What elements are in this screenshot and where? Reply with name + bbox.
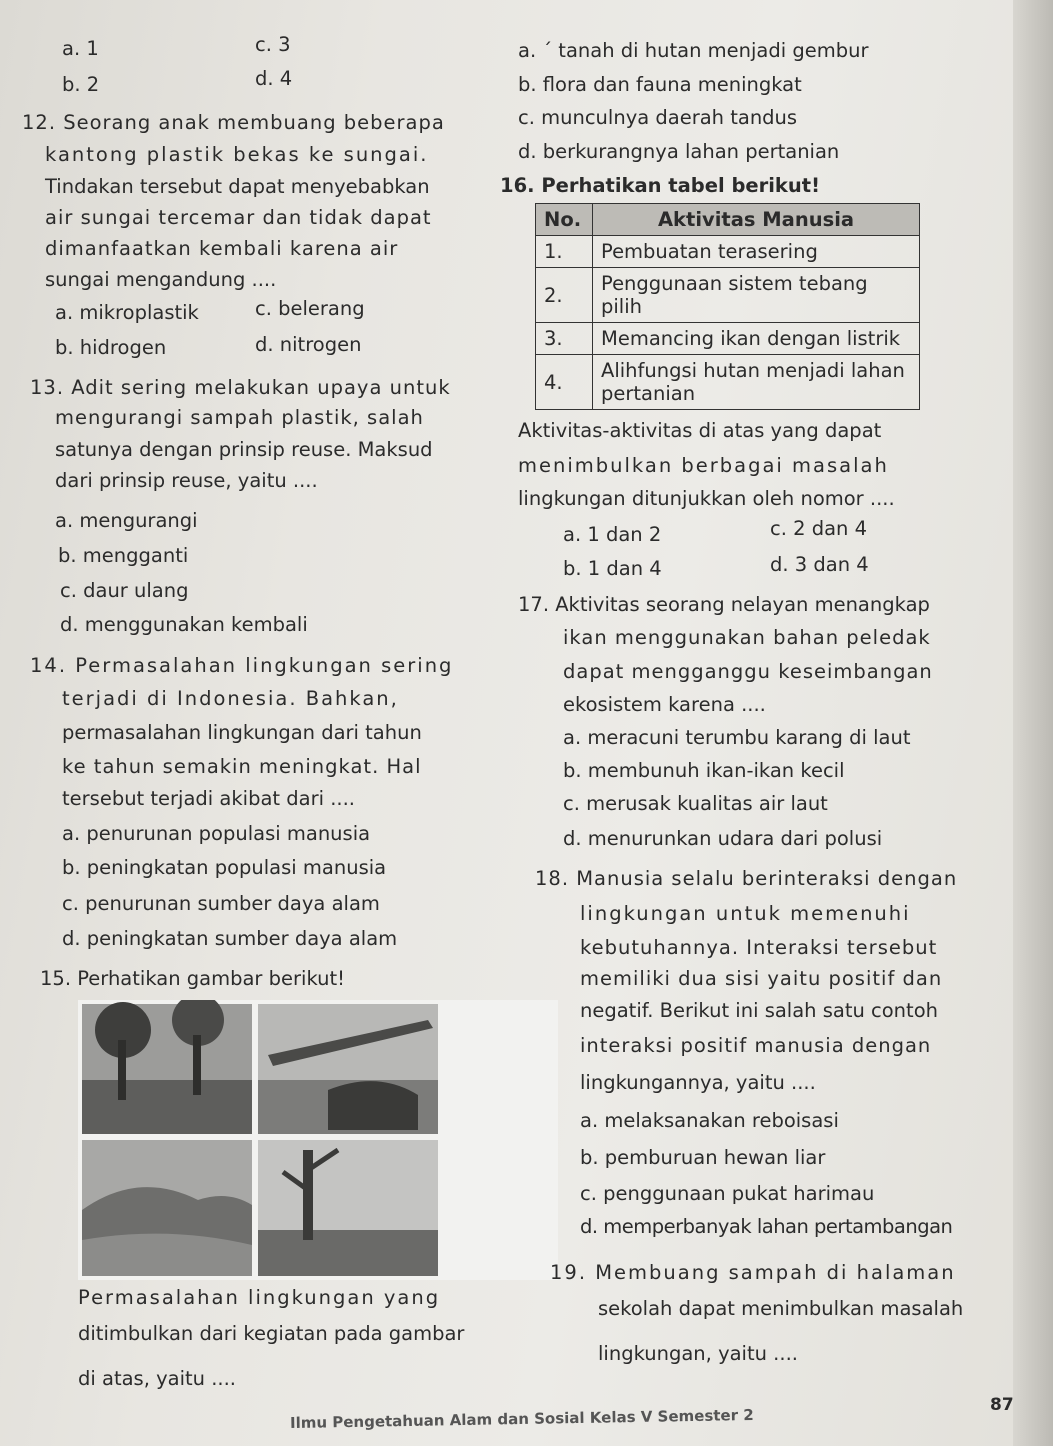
page-number: 87 bbox=[990, 1395, 1014, 1415]
activity-table bbox=[535, 203, 920, 410]
q13-option-b: b. mengganti bbox=[58, 544, 189, 567]
q17-option-b: b. membunuh ikan-ikan kecil bbox=[563, 759, 845, 782]
q18-line-6: interaksi positif manusia dengan bbox=[580, 1034, 932, 1057]
q12-option-d: d. nitrogen bbox=[255, 333, 362, 356]
table-cell-activity: Memancing ikan dengan listrik bbox=[593, 323, 920, 355]
q16-option-c: c. 2 dan 4 bbox=[770, 517, 868, 540]
q17-line-4: ekosistem karena .... bbox=[563, 693, 766, 716]
table-row bbox=[536, 268, 920, 323]
q18-line-2: lingkungan untuk memenuhi bbox=[580, 902, 911, 925]
q13-line-1: 13. Adit sering melakukan upaya untuk bbox=[30, 376, 451, 399]
q16-line-3: lingkungan ditunjukkan oleh nomor .... bbox=[518, 487, 895, 510]
q13-option-d: d. menggunakan kembali bbox=[60, 613, 308, 636]
q14-line-5: tersebut terjadi akibat dari .... bbox=[62, 787, 356, 810]
q14-line-3: permasalahan lingkungan dari tahun bbox=[62, 721, 422, 744]
q11-option-d: d. 4 bbox=[255, 67, 293, 90]
q14-line-2: terjadi di Indonesia. Bahkan, bbox=[62, 687, 399, 710]
table-header-no: No. bbox=[536, 204, 593, 236]
q18-line-4: memiliki dua sisi yaitu positif dan bbox=[580, 967, 943, 990]
q11-option-a: a. 1 bbox=[62, 37, 99, 60]
q15-option-a: a. ´ tanah di hutan menjadi gembur bbox=[518, 39, 869, 62]
q17-line-2: ikan menggunakan bahan peledak bbox=[563, 626, 931, 649]
q15-line-1: Permasalahan lingkungan yang bbox=[78, 1286, 441, 1309]
q16-line-2: menimbulkan berbagai masalah bbox=[518, 454, 889, 477]
q15-option-d: d. berkurangnya lahan pertanian bbox=[518, 140, 840, 163]
q13-line-3: satunya dengan prinsip reuse. Maksud bbox=[55, 438, 433, 461]
table-row bbox=[536, 323, 920, 355]
q14-line-4: ke tahun semakin meningkat. Hal bbox=[62, 755, 422, 778]
q17-line-1: 17. Aktivitas seorang nelayan menangkap bbox=[518, 593, 930, 616]
q18-option-d: d. memperbanyak lahan pertambangan bbox=[580, 1215, 953, 1238]
q18-line-7: lingkungannya, yaitu .... bbox=[580, 1071, 816, 1094]
table-row bbox=[536, 236, 920, 268]
page-edge-shadow bbox=[1013, 0, 1053, 1446]
q17-option-c: c. merusak kualitas air laut bbox=[563, 792, 828, 815]
q13-line-2: mengurangi sampah plastik, salah bbox=[55, 406, 424, 429]
q17-option-a: a. meracuni terumbu karang di laut bbox=[563, 726, 911, 749]
q16-option-b: b. 1 dan 4 bbox=[563, 557, 662, 580]
table-cell-activity: Penggunaan sistem tebang pilih bbox=[593, 268, 920, 323]
q12-line-5: dimanfaatkan kembali karena air bbox=[45, 237, 399, 260]
q12-line-1: 12. Seorang anak membuang beberapa bbox=[22, 111, 445, 134]
q18-option-b: b. pemburuan hewan liar bbox=[580, 1146, 826, 1169]
q19-line-2: sekolah dapat menimbulkan masalah bbox=[598, 1297, 964, 1320]
q11-option-c: c. 3 bbox=[255, 33, 291, 56]
q15-line-3: di atas, yaitu .... bbox=[78, 1367, 236, 1390]
book-title-footer: Ilmu Pengetahuan Alam dan Sosial Kelas V Semester 2 bbox=[289, 1405, 754, 1433]
q14-option-a: a. penurunan populasi manusia bbox=[62, 822, 371, 845]
environment-damage-image bbox=[78, 1000, 558, 1280]
q19-line-1: 19. Membuang sampah di halaman bbox=[550, 1261, 956, 1284]
table-cell-activity: Alihfungsi hutan menjadi lahan pertanian bbox=[593, 355, 920, 410]
q12-line-6: sungai mengandung .... bbox=[45, 268, 277, 291]
q16-option-d: d. 3 dan 4 bbox=[770, 553, 869, 576]
q12-line-2: kantong plastik bekas ke sungai. bbox=[45, 143, 429, 166]
q18-line-1: 18. Manusia selalu berinteraksi dengan bbox=[535, 867, 958, 890]
q16-option-a: a. 1 dan 2 bbox=[563, 523, 662, 546]
q11-option-b: b. 2 bbox=[62, 73, 100, 96]
q19-line-3: lingkungan, yaitu .... bbox=[598, 1342, 798, 1365]
q14-option-b: b. peningkatan populasi manusia bbox=[62, 856, 387, 879]
q12-line-3: Tindakan tersebut dapat menyebabkan bbox=[45, 175, 430, 198]
q13-option-a: a. mengurangi bbox=[55, 509, 198, 532]
q18-option-a: a. melaksanakan reboisasi bbox=[580, 1109, 839, 1132]
q15-option-c: c. munculnya daerah tandus bbox=[518, 106, 798, 129]
q16-line-1: Aktivitas-aktivitas di atas yang dapat bbox=[518, 419, 882, 442]
q14-line-1: 14. Permasalahan lingkungan sering bbox=[30, 654, 454, 677]
q13-line-4: dari prinsip reuse, yaitu .... bbox=[55, 469, 318, 492]
q16-title: 16. Perhatikan tabel berikut! bbox=[500, 174, 820, 197]
q15-title: 15. Perhatikan gambar berikut! bbox=[40, 967, 345, 990]
q12-option-a: a. mikroplastik bbox=[55, 301, 199, 324]
table-cell-no: 4. bbox=[536, 355, 593, 410]
q18-line-5: negatif. Berikut ini salah satu contoh bbox=[580, 999, 938, 1022]
table-cell-no: 2. bbox=[536, 268, 593, 323]
table-cell-no: 3. bbox=[536, 323, 593, 355]
q18-line-3: kebutuhannya. Interaksi tersebut bbox=[580, 936, 938, 959]
table-header-row bbox=[536, 204, 920, 236]
table-row bbox=[536, 355, 920, 410]
q12-line-4: air sungai tercemar dan tidak dapat bbox=[45, 206, 432, 229]
q13-option-c: c. daur ulang bbox=[60, 579, 189, 602]
q17-line-3: dapat mengganggu keseimbangan bbox=[563, 660, 933, 683]
table-cell-no: 1. bbox=[536, 236, 593, 268]
q12-option-b: b. hidrogen bbox=[55, 336, 167, 359]
table-cell-activity: Pembuatan terasering bbox=[593, 236, 920, 268]
q17-option-d: d. menurunkan udara dari polusi bbox=[563, 827, 883, 850]
q12-option-c: c. belerang bbox=[255, 297, 365, 320]
q15-option-b: b. flora dan fauna meningkat bbox=[518, 73, 802, 96]
q14-option-c: c. penurunan sumber daya alam bbox=[62, 892, 380, 915]
q18-option-c: c. penggunaan pukat harimau bbox=[580, 1182, 875, 1205]
q14-option-d: d. peningkatan sumber daya alam bbox=[62, 927, 398, 950]
table-header-activity: Aktivitas Manusia bbox=[593, 204, 920, 236]
q15-line-2: ditimbulkan dari kegiatan pada gambar bbox=[78, 1322, 465, 1345]
